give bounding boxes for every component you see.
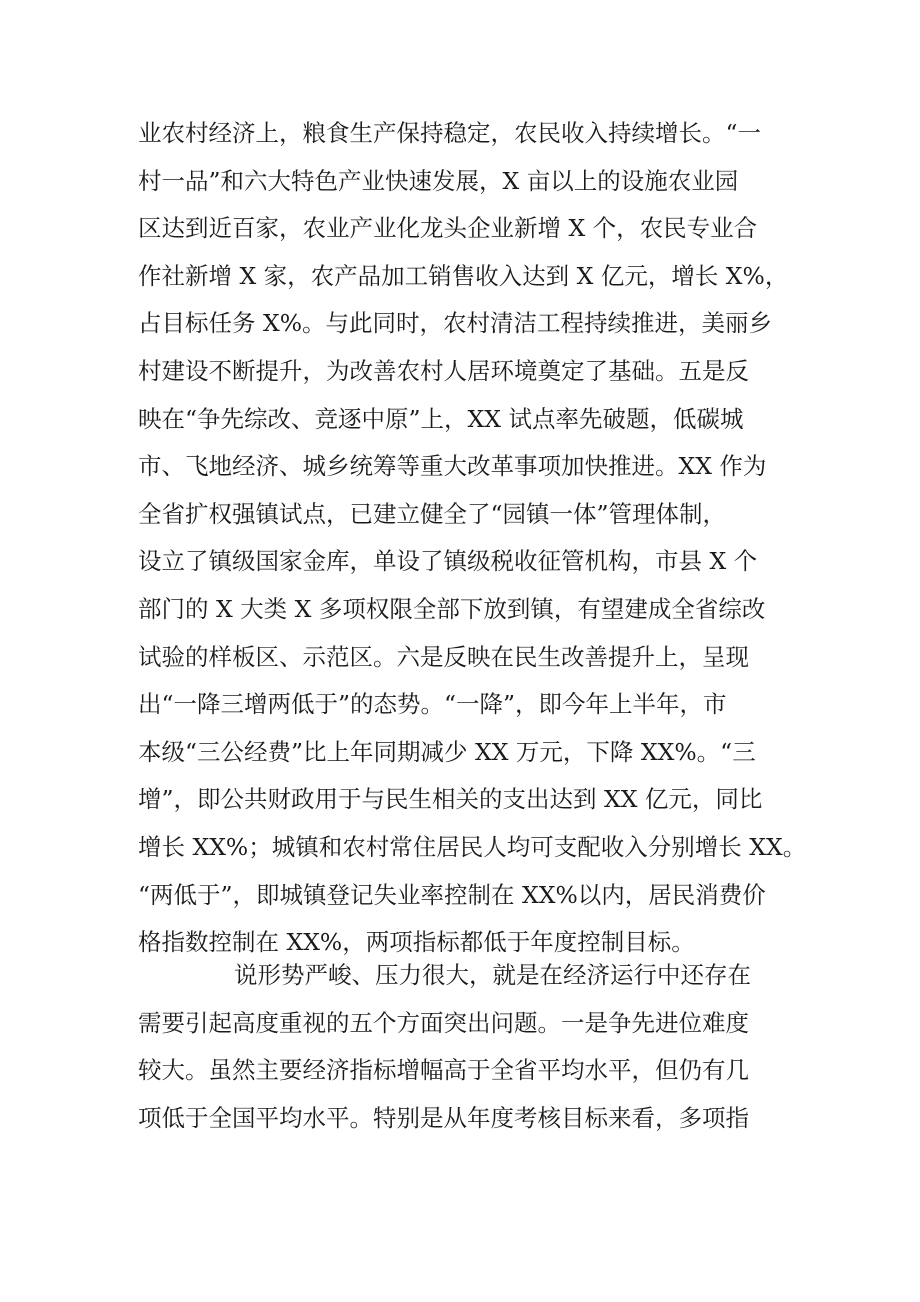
text-line: 区达到近百家，农业产业化龙头企业新增 X 个，农民专业合 [138, 214, 758, 243]
text-line: 增”，即公共财政用于与民生相关的支出达到 XX 亿元，同比 [138, 785, 763, 814]
text-line: 项低于全国平均水平。特别是从年度考核目标来看，多项指 [138, 1103, 749, 1132]
text-line: 部门的 X 大类 X 多项权限全部下放到镇，有望建成全省综改 [138, 594, 766, 623]
text-line: 村建设不断提升，为改善农村人居环境奠定了基础。五是反 [138, 356, 749, 385]
text-line: 试验的样板区、示范区。六是反映在民生改善提升上，呈现 [138, 642, 749, 671]
text-line: 业农村经济上，粮食生产保持稳定，农民收入持续增长。“一 [138, 119, 762, 147]
text-line: “两低于”，即城镇登记失业率控制在 XX%以内，居民消费价 [138, 880, 766, 909]
text-line: 设立了镇级国家金库，单设了镇级税收征管机构，市县 X 个 [138, 547, 758, 576]
text-line: 需要引起高度重视的五个方面突出问题。一是争先进位难度 [138, 1008, 749, 1037]
text-line: 较大。虽然主要经济指标增幅高于全省平均水平，但仍有几 [138, 1056, 749, 1085]
paragraph-2 [138, 952, 798, 1142]
text-line: 增长 XX%；城镇和农村常住居民人均可支配收入分别增长 XX。 [138, 832, 807, 861]
text-line: 市、飞地经济、城乡统筹等重大改革事项加快推进。XX 作为 [138, 452, 767, 481]
text-line: 占目标任务 X%。与此同时，农村清洁工程持续推进，美丽乡 [138, 309, 773, 338]
text-line: 映在“争先综改、竞逐中原”上，XX 试点率先破题，低碳城 [138, 404, 744, 433]
text-line: 村一品”和六大特色产业快速发展，X 亩以上的设施农业园 [138, 166, 739, 195]
text-line: 作社新增 X 家，农产品加工销售收入达到 X 亿元，增长 X%， [138, 261, 789, 290]
text-line: 格指数控制在 XX%，两项指标都低于年度控制目标。 [138, 928, 695, 957]
text-line: 出“一降三增两低于”的态势。“一降”，即今年上半年，市 [138, 690, 727, 719]
paragraph-1 [138, 110, 807, 967]
text-line: 全省扩权强镇试点，已建立健全了“园镇一体”管理体制， [138, 499, 727, 528]
text-line: 本级“三公经费”比上年同期减少 XX 万元，下降 XX%。“三 [138, 737, 756, 766]
text-line: 说形势严峻、压力很大，就是在经济运行中还存在 [234, 961, 751, 989]
